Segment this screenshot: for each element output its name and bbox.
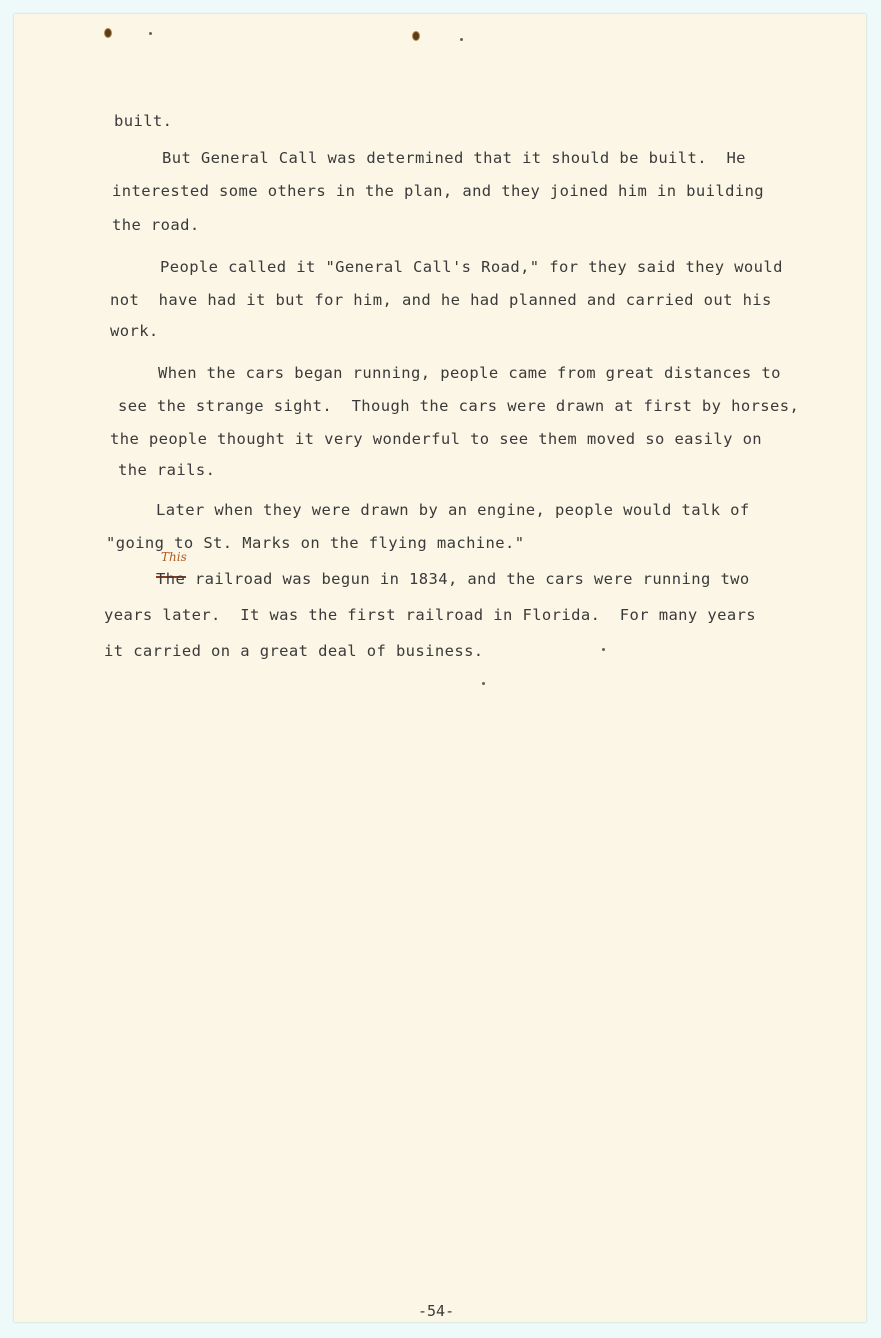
punch-hole [412,31,420,41]
text-line: built. [114,112,173,130]
handwritten-correction: This [161,550,187,564]
text-line: the people thought it very wonderful to see them moved so easily on [110,430,763,448]
text-line: the rails. [118,461,216,479]
text-line: the road. [112,216,200,234]
text-line: interested some others in the plan, and they joined him in building [112,182,765,200]
paper-speck [460,38,463,41]
text-line: "going to St. Marks on the flying machine." [106,534,525,552]
paper-speck [149,32,152,35]
page-number: -54- [418,1302,455,1320]
text-line: it carried on a great deal of business. [104,642,484,660]
text-line: work. [110,322,159,340]
text-line: years later. It was the first railroad in Florida. For many years [104,606,757,624]
text-line: not have had it but for him, and he had planned and carried out his [110,291,772,309]
text-line: People called it "General Call's Road," for they said they would [160,258,783,276]
paper-speck [602,648,605,651]
text-line: When the cars began running, people came from great distances to [158,364,781,382]
typewritten-page [14,14,866,1322]
text-line: The railroad was begun in 1834, and the cars were running two [156,570,750,588]
punch-hole [104,28,112,38]
paper-speck [482,682,485,685]
text-line: see the strange sight. Though the cars were drawn at first by horses, [118,397,800,415]
text-line: Later when they were drawn by an engine, people would talk of [156,501,750,519]
text-line: But General Call was determined that it should be built. He [162,149,746,167]
